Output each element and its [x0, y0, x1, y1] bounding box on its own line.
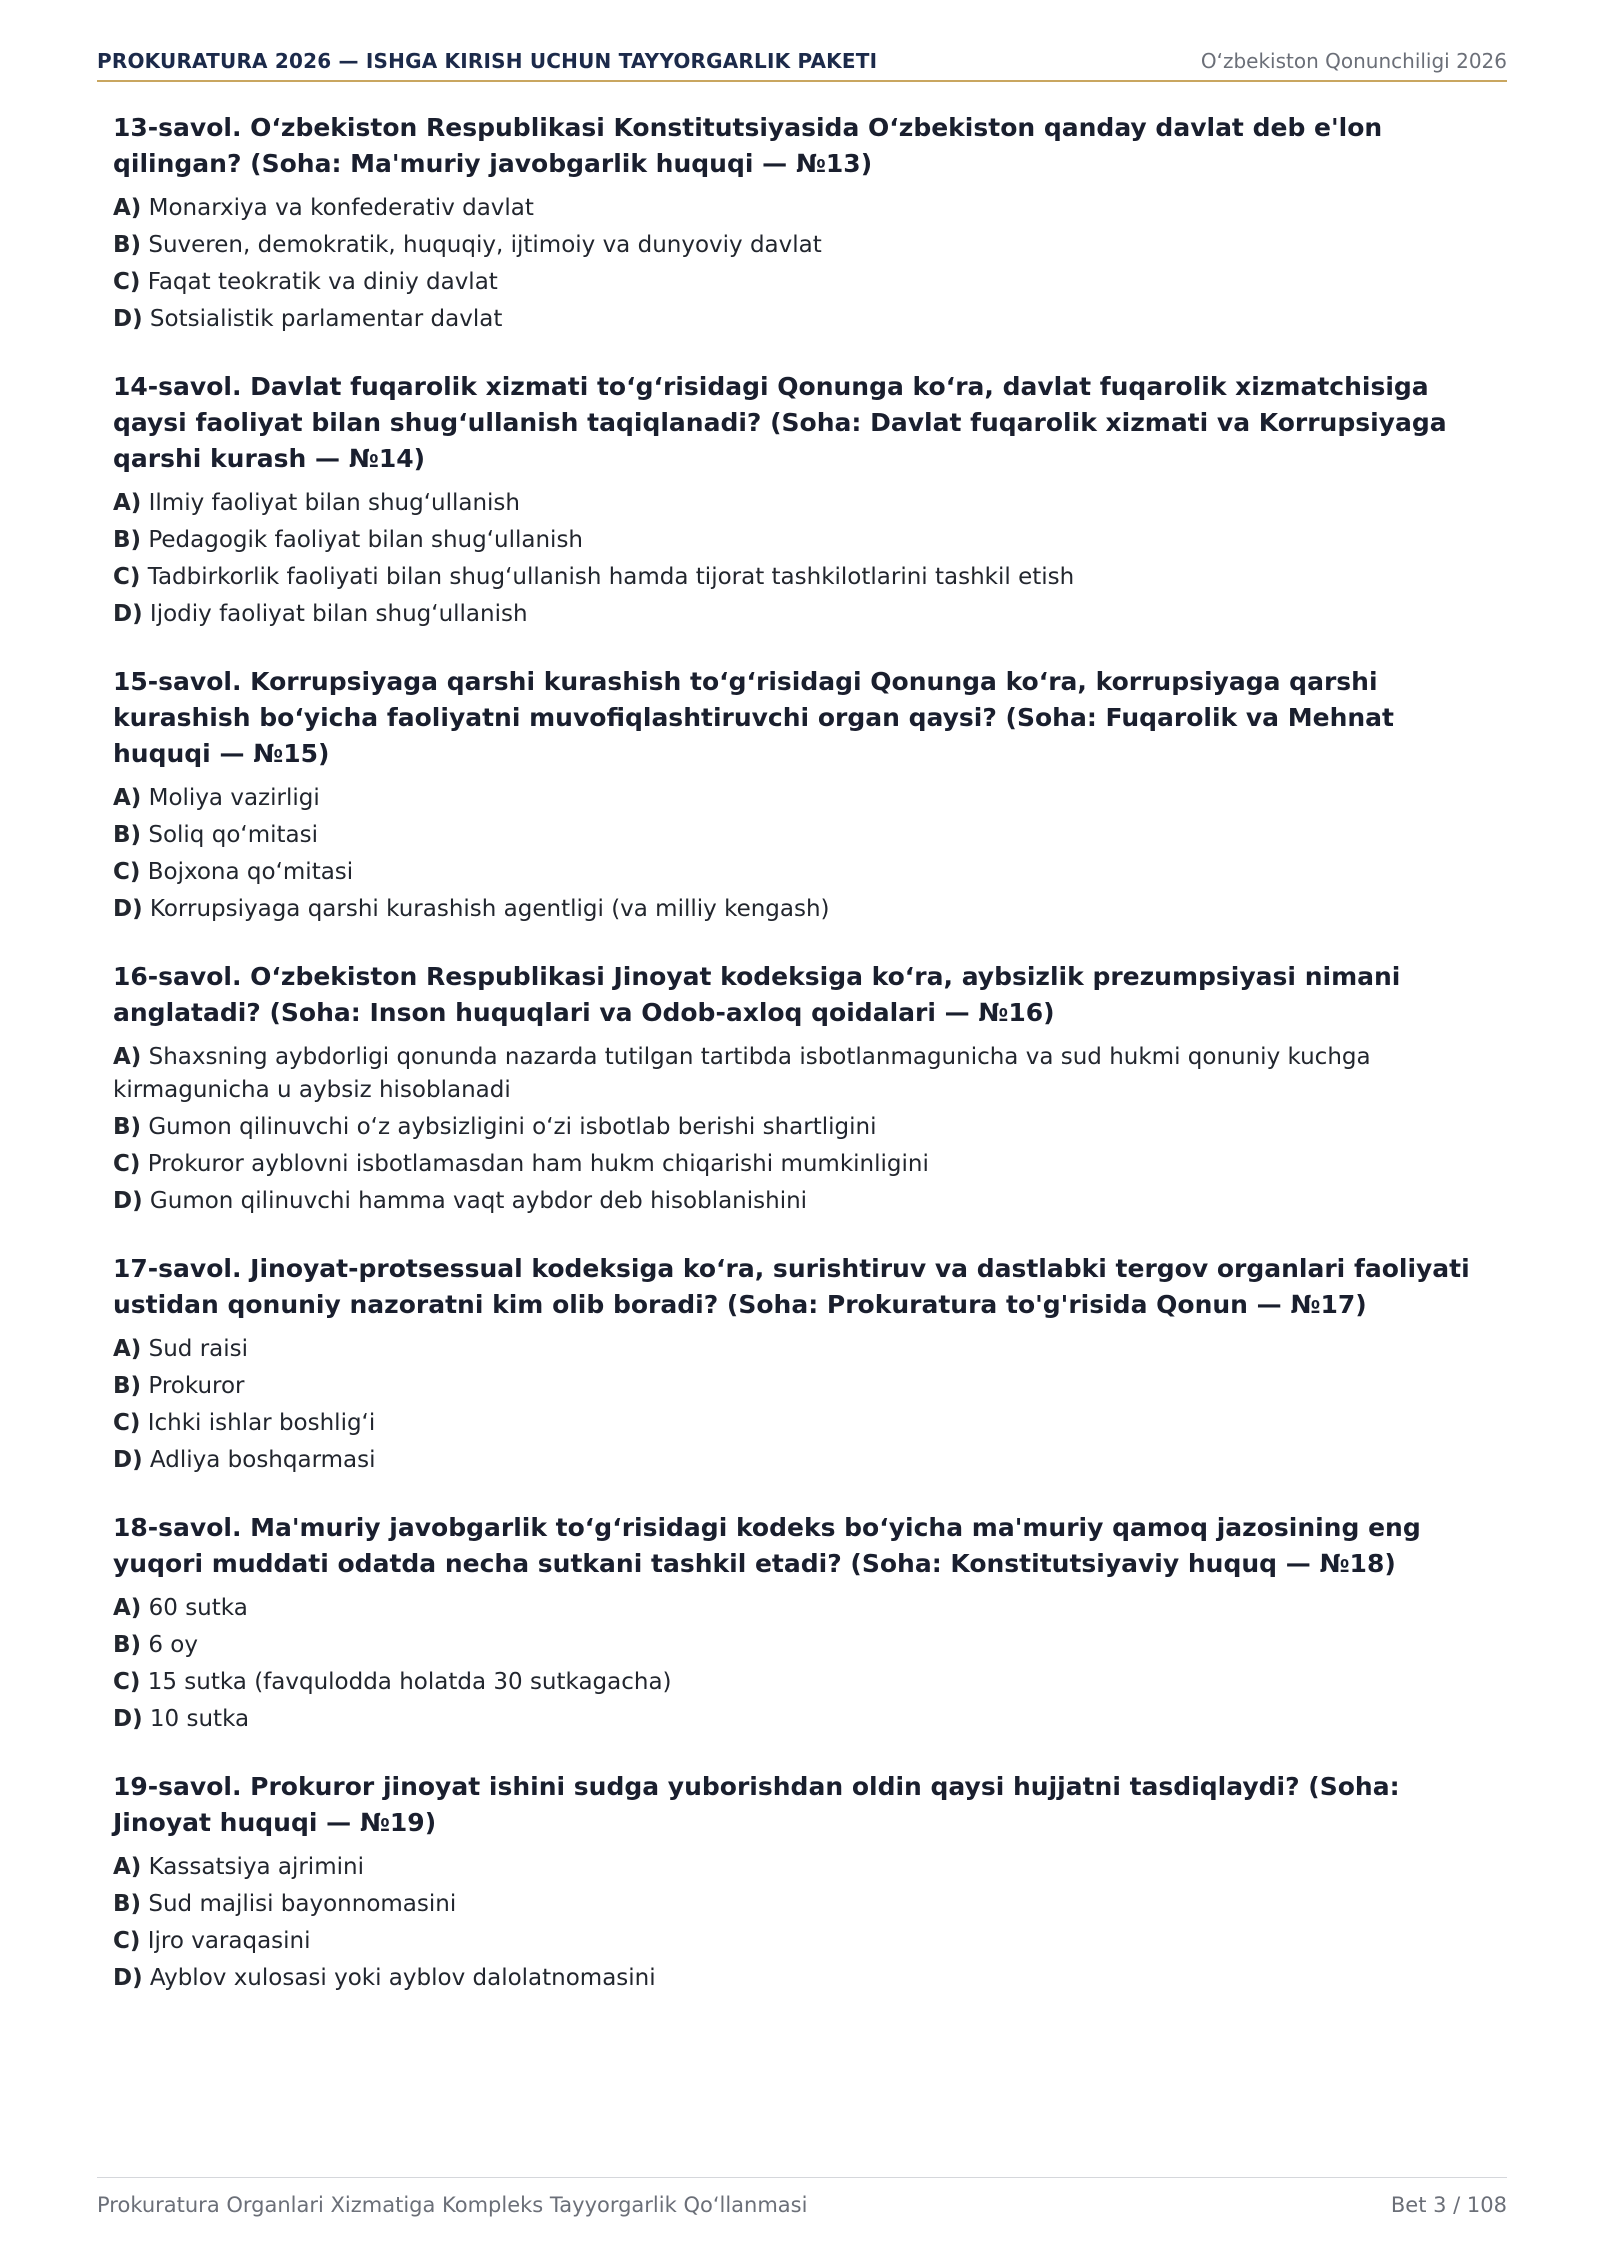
- option-letter: A): [113, 1336, 142, 1362]
- option-text: Ijodiy faoliyat bilan shug‘ullanish: [149, 601, 528, 627]
- option-letter: A): [113, 785, 142, 811]
- option-letter: C): [113, 1669, 141, 1695]
- question-14: [113, 369, 1493, 631]
- option-letter: D): [113, 1447, 143, 1473]
- option-text: Sotsialistik parlamentar davlat: [149, 306, 503, 332]
- option-text: Ilmiy faoliyat bilan shug‘ullanish: [148, 490, 520, 516]
- option-letter: B): [113, 1891, 142, 1917]
- option-text: Korrupsiyaga qarshi kurashish agentligi (va milliy kengash): [149, 896, 830, 922]
- option-letter: C): [113, 269, 141, 295]
- option-letter: B): [113, 1632, 142, 1658]
- option-d: [113, 893, 1493, 926]
- question-15: [113, 664, 1493, 926]
- option-text: Kassatsiya ajrimini: [148, 1854, 364, 1880]
- header-subtitle: O‘zbekiston Qonunchiligi 2026: [1200, 49, 1507, 73]
- page-number: Bet 3 / 108: [1390, 2193, 1507, 2217]
- question-13: [113, 110, 1493, 336]
- option-a: [113, 487, 1493, 520]
- option-d: [113, 1703, 1493, 1736]
- option-letter: A): [113, 1854, 142, 1880]
- option-text: Soliq qo‘mitasi: [148, 822, 318, 848]
- option-letter: A): [113, 1044, 142, 1070]
- option-letter: B): [113, 527, 142, 553]
- option-text: Moliya vazirligi: [148, 785, 320, 811]
- question-title: 17-savol. Jinoyat-protsessual kodeksiga ko‘ra, surishtiruv va dastlabki tergov organlari faoliyati ustidan qonuniy nazoratni kim olib boradi? (Soha: Prokuratura to'g'risida Qonun — №17): [113, 1254, 1470, 1319]
- page-footer: [97, 2177, 1507, 2218]
- option-b: [113, 1370, 1493, 1403]
- option-text: Sud raisi: [148, 1336, 249, 1362]
- option-text: Sud majlisi bayonnomasini: [148, 1891, 457, 1917]
- option-text: Faqat teokratik va diniy davlat: [147, 269, 498, 295]
- option-b: [113, 524, 1493, 557]
- option-letter: B): [113, 1114, 142, 1140]
- question-18: [113, 1510, 1493, 1736]
- option-c: [113, 561, 1493, 594]
- option-text: Shaxsning aybdorligi qonunda nazarda tutilgan tartibda isbotlanmagunicha va sud hukmi qonuniy kuchga kirmagunicha u aybsiz hisoblanadi: [113, 1044, 1371, 1103]
- option-letter: B): [113, 1373, 142, 1399]
- option-text: Ichki ishlar boshlig‘i: [147, 1410, 376, 1436]
- option-d: [113, 303, 1493, 336]
- option-a: [113, 1851, 1493, 1884]
- question-title: 18-savol. Ma'muriy javobgarlik to‘g‘risidagi kodeks bo‘yicha ma'muriy qamoq jazosining eng yuqori muddati odatda necha sutkani tashkil etadi? (Soha: Konstitutsiyaviy huquq — №18): [113, 1513, 1421, 1578]
- option-a: [113, 1041, 1493, 1107]
- option-a: [113, 1333, 1493, 1366]
- option-text: Monarxiya va konfederativ davlat: [148, 195, 534, 221]
- option-text: Gumon qilinuvchi o‘z aybsizligini o‘zi isbotlab berishi shartligini: [148, 1114, 877, 1140]
- option-b: [113, 1888, 1493, 1921]
- option-d: [113, 598, 1493, 631]
- option-c: [113, 1407, 1493, 1440]
- option-text: Gumon qilinuvchi hamma vaqt aybdor deb hisoblanishini: [149, 1188, 808, 1214]
- option-letter: D): [113, 601, 143, 627]
- option-letter: C): [113, 859, 141, 885]
- option-text: Prokuror: [148, 1373, 245, 1399]
- option-letter: D): [113, 896, 143, 922]
- option-b: [113, 229, 1493, 262]
- option-letter: A): [113, 1595, 142, 1621]
- option-text: Ayblov xulosasi yoki ayblov dalolatnomasini: [149, 1965, 656, 1991]
- question-list: [113, 110, 1493, 2028]
- page-header: [97, 46, 1507, 82]
- option-text: 60 sutka: [148, 1595, 248, 1621]
- option-b: [113, 1629, 1493, 1662]
- option-d: [113, 1185, 1493, 1218]
- option-c: [113, 266, 1493, 299]
- option-letter: C): [113, 1151, 141, 1177]
- option-c: [113, 856, 1493, 889]
- question-19: [113, 1769, 1493, 1995]
- option-text: Pedagogik faoliyat bilan shug‘ullanish: [148, 527, 584, 553]
- option-d: [113, 1444, 1493, 1477]
- option-c: [113, 1148, 1493, 1181]
- question-title: 14-savol. Davlat fuqarolik xizmati to‘g‘risidagi Qonunga ko‘ra, davlat fuqarolik xizmatchisiga qaysi faoliyat bilan shug‘ullanish taqiqlanadi? (Soha: Davlat fuqarolik xizmati va Korrupsiyaga qarshi kurash — №14): [113, 372, 1447, 473]
- option-a: [113, 1592, 1493, 1625]
- option-letter: B): [113, 822, 142, 848]
- option-letter: A): [113, 490, 142, 516]
- option-a: [113, 782, 1493, 815]
- option-text: 10 sutka: [149, 1706, 250, 1732]
- option-b: [113, 1111, 1493, 1144]
- question-title: 15-savol. Korrupsiyaga qarshi kurashish to‘g‘risidagi Qonunga ko‘ra, korrupsiyaga qarshi kurashish bo‘yicha faoliyatni muvofiqlashtiruvchi organ qaysi? (Soha: Fuqarolik va Mehnat huquqi — №15): [113, 667, 1395, 768]
- header-title: PROKURATURA 2026 — ISHGA KIRISH UCHUN TAYYORGARLIK PAKETI: [97, 49, 878, 73]
- option-letter: D): [113, 306, 143, 332]
- question-17: [113, 1251, 1493, 1477]
- option-letter: B): [113, 232, 142, 258]
- option-letter: C): [113, 1928, 141, 1954]
- option-text: 6 oy: [148, 1632, 198, 1658]
- option-text: Tadbirkorlik faoliyati bilan shug‘ullanish hamda tijorat tashkilotlarini tashkil etish: [147, 564, 1075, 590]
- question-16: [113, 959, 1493, 1218]
- option-letter: A): [113, 195, 142, 221]
- option-text: Adliya boshqarmasi: [149, 1447, 376, 1473]
- option-letter: C): [113, 564, 141, 590]
- question-title: 16-savol. O‘zbekiston Respublikasi Jinoyat kodeksiga ko‘ra, aybsizlik prezumpsiyasi nimani anglatadi? (Soha: Inson huquqlari va Odob-axloq qoidalari — №16): [113, 962, 1401, 1027]
- option-c: [113, 1666, 1493, 1699]
- option-letter: D): [113, 1188, 143, 1214]
- option-a: [113, 192, 1493, 225]
- option-text: Ijro varaqasini: [147, 1928, 311, 1954]
- option-text: Prokuror ayblovni isbotlamasdan ham hukm chiqarishi mumkinligini: [147, 1151, 929, 1177]
- option-text: Bojxona qo‘mitasi: [147, 859, 354, 885]
- option-b: [113, 819, 1493, 852]
- option-text: 15 sutka (favqulodda holatda 30 sutkagacha): [147, 1669, 672, 1695]
- question-title: 13-savol. O‘zbekiston Respublikasi Konstitutsiyasida O‘zbekiston qanday davlat deb e'lon qilingan? (Soha: Ma'muriy javobgarlik huquqi — №13): [113, 113, 1383, 178]
- option-d: [113, 1962, 1493, 1995]
- option-letter: D): [113, 1706, 143, 1732]
- footer-title: Prokuratura Organlari Xizmatiga Kompleks Tayyorgarlik Qo‘llanmasi: [97, 2193, 808, 2217]
- option-c: [113, 1925, 1493, 1958]
- option-letter: C): [113, 1410, 141, 1436]
- option-text: Suveren, demokratik, huquqiy, ijtimoiy va dunyoviy davlat: [148, 232, 822, 258]
- question-title: 19-savol. Prokuror jinoyat ishini sudga yuborishdan oldin qaysi hujjatni tasdiqlaydi? (Soha: Jinoyat huquqi — №19): [113, 1772, 1400, 1837]
- option-letter: D): [113, 1965, 143, 1991]
